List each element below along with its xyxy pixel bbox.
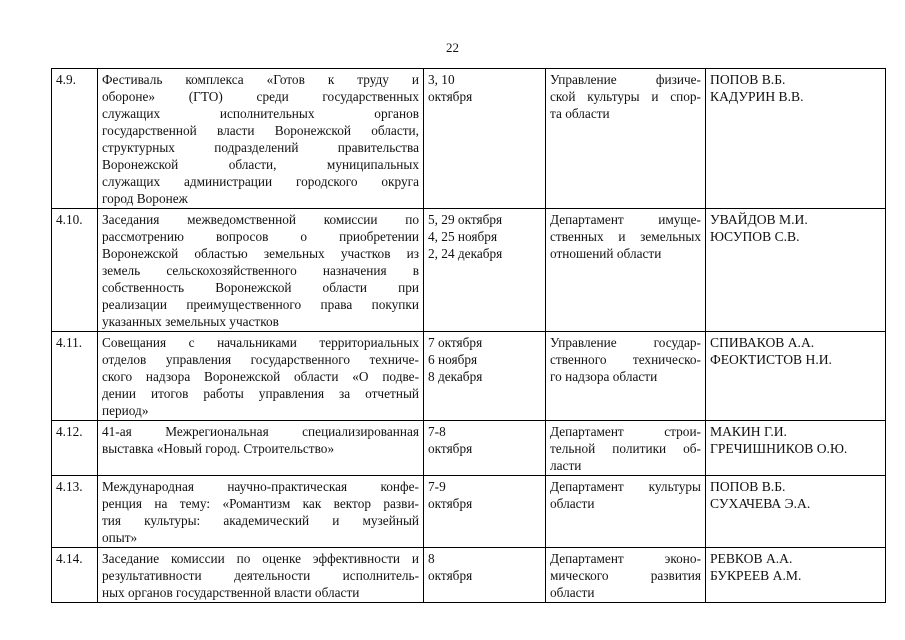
responsible-department-line: области [550, 496, 595, 511]
row-number: 4.11. [52, 332, 98, 421]
responsible-department [546, 209, 706, 332]
responsible-department-line: мического развития [550, 568, 701, 583]
responsible-department-line: Департамент эконо- [550, 551, 701, 566]
responsible-persons [706, 476, 886, 548]
row-number: 4.12. [52, 421, 98, 476]
responsible-department [546, 476, 706, 548]
event-description-line: Фестиваль комплекса «Готов к труду и [102, 72, 419, 87]
responsible-department [546, 548, 706, 603]
event-date-line: 8 декабря [428, 369, 483, 384]
events-table [51, 68, 886, 603]
responsible-department [546, 421, 706, 476]
event-date-line: октября [428, 441, 473, 456]
event-description-line: выставка «Новый город. Строительство» [102, 441, 335, 456]
event-description [98, 209, 424, 332]
responsible-department-line: го надзора области [550, 369, 658, 384]
event-date-line: 8 [428, 551, 435, 566]
responsible-department [546, 332, 706, 421]
event-date [424, 548, 546, 603]
event-date-line: 7-9 [428, 479, 446, 494]
event-date-line: октября [428, 568, 473, 583]
event-description [98, 69, 424, 209]
responsible-persons [706, 209, 886, 332]
responsible-persons [706, 332, 886, 421]
responsible-department-line: тельной политики об- [550, 441, 701, 456]
event-date-line: 2, 24 декабря [428, 246, 503, 261]
responsible-department-line: Департамент культуры [550, 479, 701, 494]
event-description-line: 41-ая Межрегиональная специализированная [102, 424, 419, 439]
responsible-persons-line: ГРЕЧИШНИКОВ О.Ю. [710, 441, 848, 456]
event-date [424, 476, 546, 548]
event-date-line: 3, 10 [428, 72, 455, 87]
event-date [424, 421, 546, 476]
event-date-line: 5, 29 октября [428, 212, 503, 227]
event-description-line: ского надзора Воронежской области «О подве- [102, 369, 419, 384]
event-description-line: опыт» [102, 530, 138, 545]
responsible-department-line: ласти [550, 458, 582, 473]
event-description-line: тия культуры: академический и музейный [102, 513, 419, 528]
event-date-line: 4, 25 ноября [428, 229, 498, 244]
responsible-department-line: ственных и земельных [550, 229, 701, 244]
event-description-line: Заседания межведомственной комиссии по [102, 212, 419, 227]
responsible-persons-line: КАДУРИН В.В. [710, 89, 804, 104]
event-description-line: город Воронеж [102, 191, 188, 206]
event-description [98, 332, 424, 421]
event-date [424, 209, 546, 332]
event-description-line: Международная научно-практическая конфе- [102, 479, 419, 494]
event-description-line: Заседание комиссии по оценке эффективности и [102, 551, 419, 566]
responsible-persons-line: УВАЙДОВ М.И. [710, 212, 808, 227]
event-description-line: дении итогов работы управления за отчетный [102, 386, 419, 401]
event-description-line: период» [102, 403, 149, 418]
responsible-department-line: та области [550, 106, 610, 121]
event-description-line: отделов управления государственного техниче- [102, 352, 419, 367]
responsible-department [546, 69, 706, 209]
event-description [98, 421, 424, 476]
responsible-persons-line: БУКРЕЕВ А.М. [710, 568, 802, 583]
responsible-persons-line: РЕВКОВ А.А. [710, 551, 793, 566]
event-description-line: земель сельскохозяйственного назначения в [102, 263, 419, 278]
row-number: 4.13. [52, 476, 98, 548]
responsible-department-line: отношений области [550, 246, 662, 261]
event-description-line: государственной власти Воронежской области, [102, 123, 419, 138]
event-description-line: ных органов государственной власти области [102, 585, 360, 600]
responsible-persons-line: ПОПОВ В.Б. [710, 72, 786, 87]
event-description [98, 548, 424, 603]
event-date-line: 6 ноября [428, 352, 478, 367]
event-description-line: собственность Воронежской области при [102, 280, 419, 295]
row-number: 4.14. [52, 548, 98, 603]
event-description-line: ренция на тему: «Романтизм как вектор разви- [102, 496, 419, 511]
row-number: 4.9. [52, 69, 98, 209]
table-row [52, 421, 886, 476]
table-row [52, 476, 886, 548]
responsible-persons-line: ФЕОКТИСТОВ Н.И. [710, 352, 832, 367]
table-body [52, 69, 886, 603]
row-number: 4.10. [52, 209, 98, 332]
event-description-line: указанных земельных участков [102, 314, 279, 329]
responsible-persons-line: ЮСУПОВ С.В. [710, 229, 800, 244]
responsible-persons-line: МАКИН Г.И. [710, 424, 787, 439]
table-row [52, 209, 886, 332]
responsible-persons-line: СУХАЧЕВА Э.А. [710, 496, 811, 511]
event-description-line: служащих исполнительных органов [102, 106, 419, 121]
event-description-line: обороне» (ГТО) среди государственных [102, 89, 419, 104]
event-description-line: структурных подразделений правительства [102, 140, 419, 155]
responsible-persons-line: СПИВАКОВ А.А. [710, 335, 815, 350]
event-date-line: 7 октября [428, 335, 483, 350]
table-row [52, 548, 886, 603]
responsible-persons-line: ПОПОВ В.Б. [710, 479, 786, 494]
event-description [98, 476, 424, 548]
event-date [424, 69, 546, 209]
responsible-department-line: Департамент строи- [550, 424, 701, 439]
event-description-line: служащих администрации городского округа [102, 174, 419, 189]
responsible-department-line: Департамент имуще- [550, 212, 701, 227]
responsible-department-line: ской культуры и спор- [550, 89, 701, 104]
event-date-line: октября [428, 89, 473, 104]
event-date-line: 7-8 [428, 424, 446, 439]
responsible-department-line: Управление физиче- [550, 72, 701, 87]
responsible-persons [706, 548, 886, 603]
event-date [424, 332, 546, 421]
event-description-line: рассмотрению вопросов о приобретении [102, 229, 419, 244]
event-date-line: октября [428, 496, 473, 511]
page-number: 22 [446, 40, 459, 55]
event-description-line: Воронежской областью земельных участков из [102, 246, 419, 261]
event-description-line: Воронежской области, муниципальных [102, 157, 419, 172]
event-description-line: Совещания с начальниками территориальных [102, 335, 419, 350]
table-row [52, 332, 886, 421]
table-row [52, 69, 886, 209]
responsible-persons [706, 421, 886, 476]
responsible-department-line: ственного техническо- [550, 352, 701, 367]
responsible-department-line: области [550, 585, 595, 600]
responsible-department-line: Управление государ- [550, 335, 701, 350]
event-description-line: реализации преимущественного права покупки [102, 297, 419, 312]
responsible-persons [706, 69, 886, 209]
event-description-line: результативности деятельности исполнитель- [102, 568, 419, 583]
